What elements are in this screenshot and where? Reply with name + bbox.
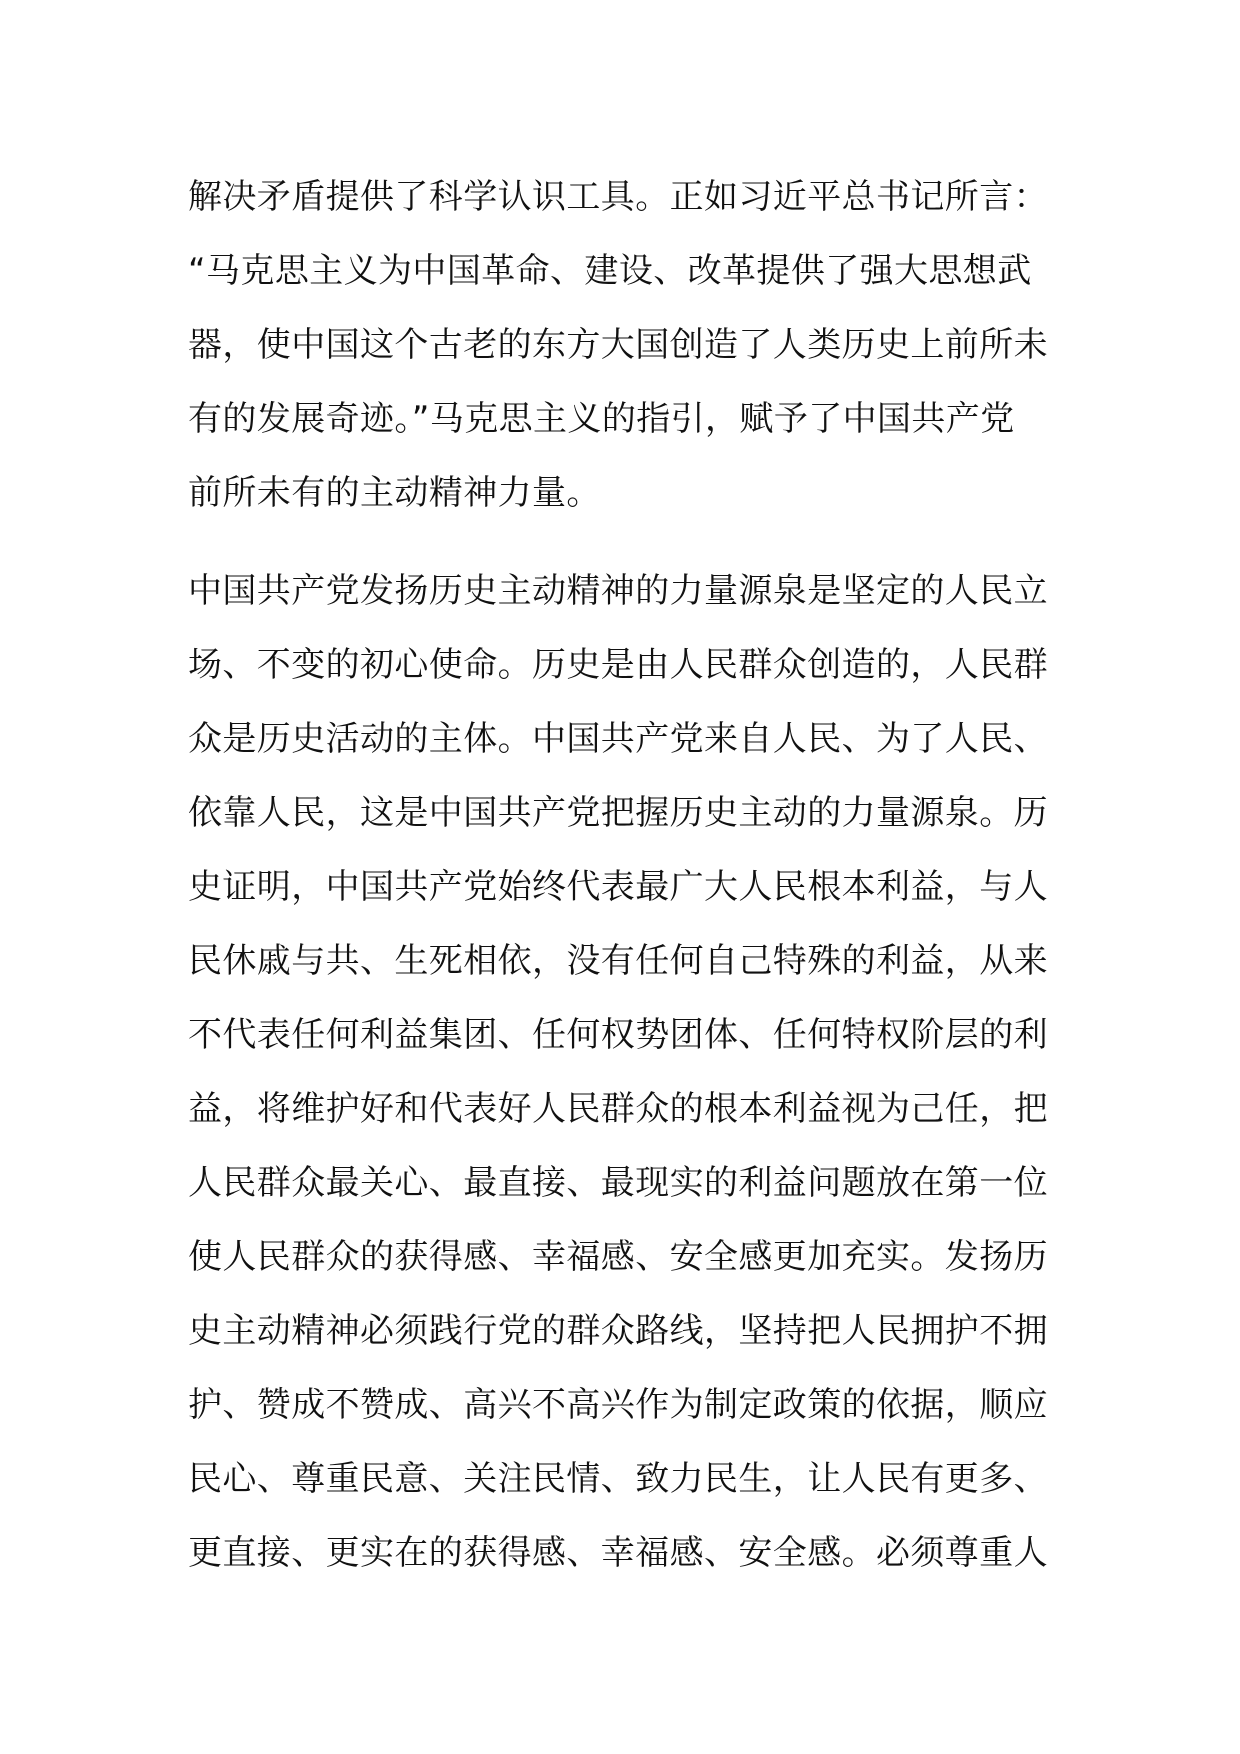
text-line: 不代表任何利益集团、任何权势团体、任何特权阶层的利 <box>188 1015 1048 1055</box>
paragraph-2 <box>188 554 1068 1590</box>
text-line: 场、不变的初心使命。历史是由人民群众创造的，人民群 <box>188 645 1048 685</box>
text-line: 众是历史活动的主体。中国共产党来自人民、为了人民、 <box>188 719 1048 759</box>
text-line: 人民群众最关心、最直接、最现实的利益问题放在第一位 <box>188 1163 1048 1203</box>
text-line: 民休戚与共、生死相依，没有任何自己特殊的利益，从来 <box>188 941 1048 981</box>
text-line: 前所未有的主动精神力量。 <box>188 473 601 513</box>
text-line: 护、赞成不赞成、高兴不高兴作为制定政策的依据，顺应 <box>188 1385 1048 1425</box>
text-line: 有的发展奇迹。”马克思主义的指引，赋予了中国共产党 <box>188 399 1015 439</box>
text-line: 中国共产党发扬历史主动精神的力量源泉是坚定的人民立 <box>188 571 1048 611</box>
text-line: 民心、尊重民意、关注民情、致力民生，让人民有更多、 <box>188 1459 1048 1499</box>
text-line: 更直接、更实在的获得感、幸福感、安全感。必须尊重人 <box>188 1533 1048 1573</box>
text-line: 依靠人民，这是中国共产党把握历史主动的力量源泉。历 <box>188 793 1048 833</box>
text-line: 器，使中国这个古老的东方大国创造了人类历史上前所未 <box>188 325 1048 365</box>
text-line: 史主动精神必须践行党的群众路线，坚持把人民拥护不拥 <box>188 1311 1048 1351</box>
text-line: 解决矛盾提供了科学认识工具。正如习近平总书记所言： <box>188 177 1048 217</box>
text-line: “马克思主义为中国革命、建设、改革提供了强大思想武 <box>188 251 1032 291</box>
text-line: 益，将维护好和代表好人民群众的根本利益视为己任，把 <box>188 1089 1048 1129</box>
paragraph-1 <box>188 160 1068 530</box>
text-line: 使人民群众的获得感、幸福感、安全感更加充实。发扬历 <box>188 1237 1048 1277</box>
text-line: 史证明，中国共产党始终代表最广大人民根本利益，与人 <box>188 867 1048 907</box>
